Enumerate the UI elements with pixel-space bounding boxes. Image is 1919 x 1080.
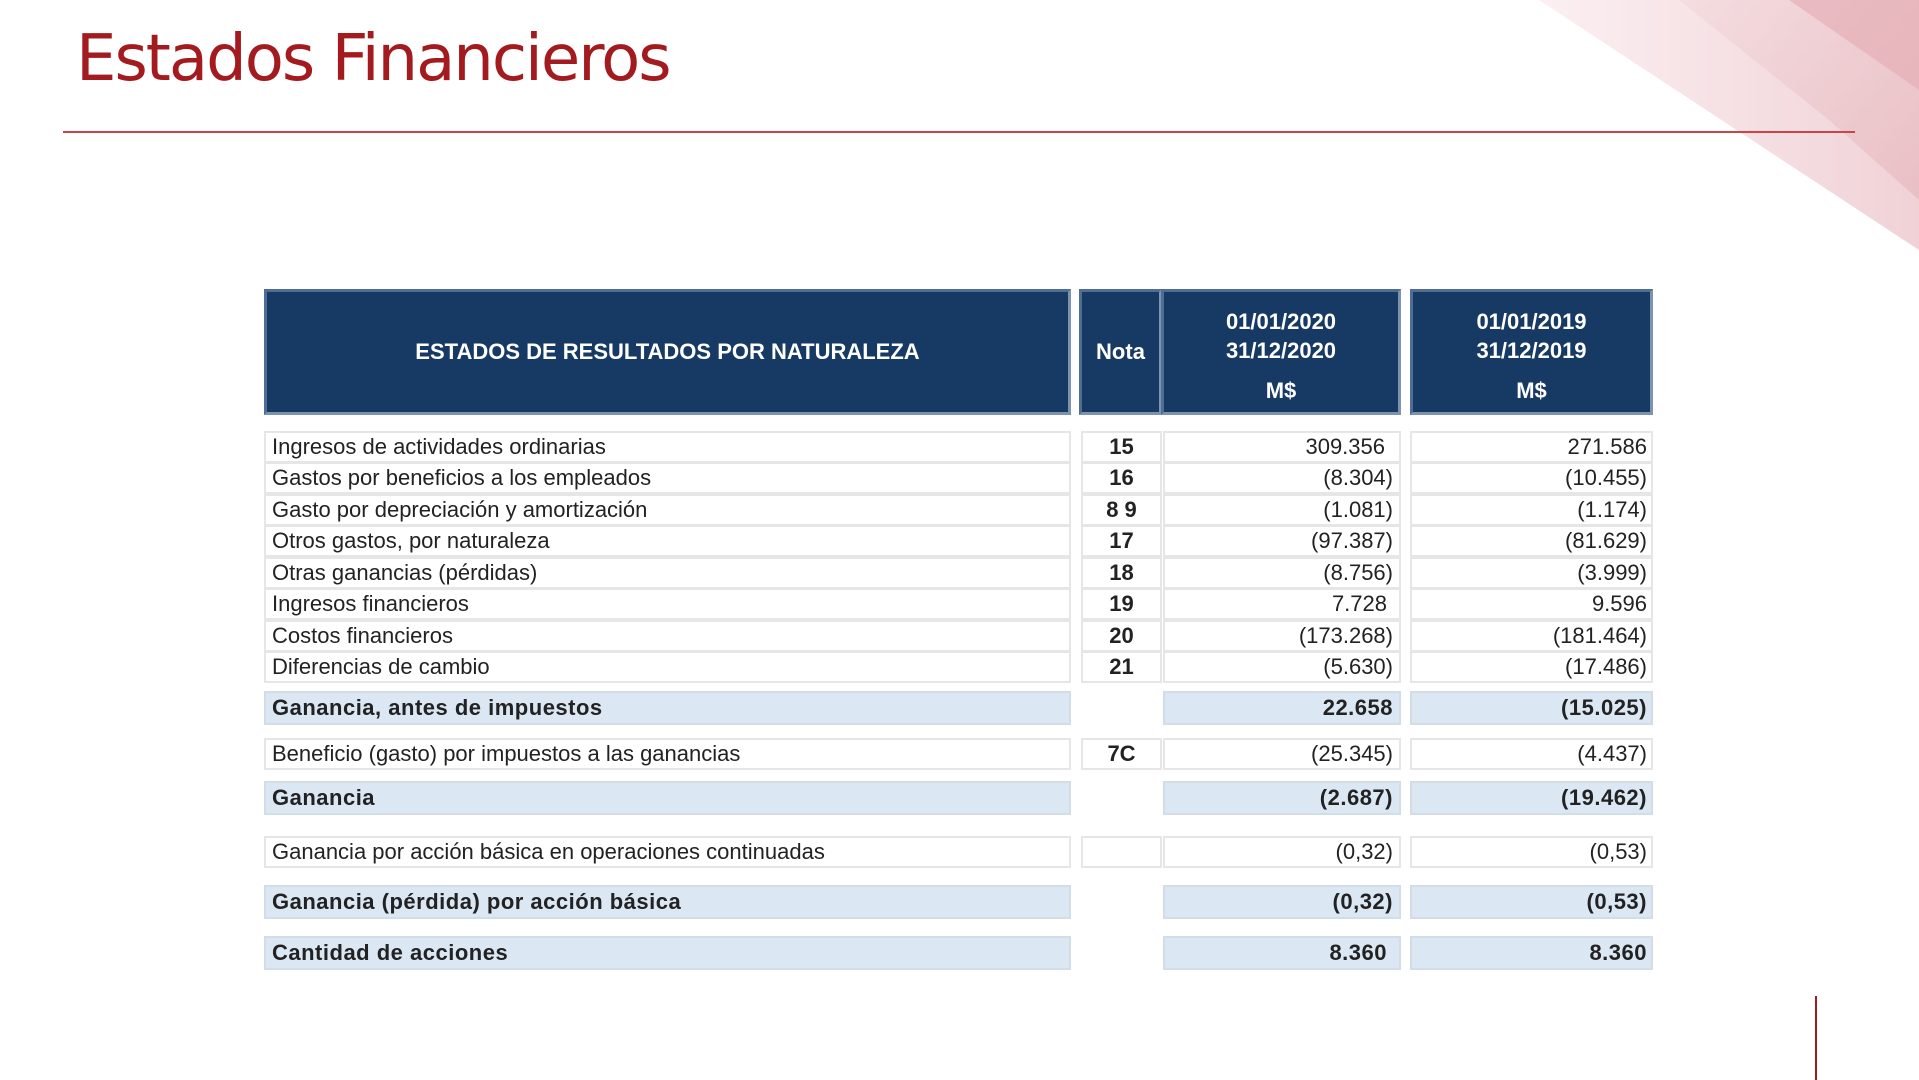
row-value-2019: (81.629) — [1410, 525, 1653, 557]
row-value-2019: (10.455) — [1410, 462, 1653, 494]
row-label: Otros gastos, por naturaleza — [264, 525, 1071, 557]
header-label-text: ESTADOS DE RESULTADOS POR NATURALEZA — [415, 339, 920, 364]
row-value-2020: (5.630) — [1163, 651, 1401, 683]
row-value-2020: (97.387) — [1163, 525, 1401, 557]
header-2020-unit: M$ — [1265, 378, 1297, 403]
subtotal-value-2020: 22.658 — [1163, 691, 1401, 725]
header-nota — [1079, 289, 1162, 415]
row-label: Ingresos de actividades ordinarias — [264, 431, 1071, 463]
subtotal-value-2020: 8.360 — [1163, 936, 1401, 970]
subtotal-label: Ganancia, antes de impuestos — [264, 691, 1071, 725]
row-label: Gasto por depreciación y amortización — [264, 494, 1071, 526]
header-statement-label — [264, 289, 1071, 415]
row-label: Ganancia por acción básica en operaciones continuadas — [264, 836, 1071, 868]
row-label: Costos financieros — [264, 620, 1071, 652]
subtotal-label: Cantidad de acciones — [264, 936, 1071, 970]
subtotal-value-2019: (0,53) — [1410, 885, 1653, 919]
title-divider — [63, 131, 1855, 133]
row-nota — [1081, 836, 1162, 868]
header-2019-to: 31/12/2019 — [1476, 338, 1587, 363]
row-value-2020: (8.756) — [1163, 557, 1401, 589]
row-value-2020: (173.268) — [1163, 620, 1401, 652]
row-value-2019: (0,53) — [1410, 836, 1653, 868]
header-2020-from: 01/01/2020 — [1225, 309, 1337, 334]
row-nota: 17 — [1081, 525, 1162, 557]
row-value-2020: (8.304) — [1163, 462, 1401, 494]
header-2020-to: 31/12/2020 — [1225, 338, 1337, 363]
subtotal-label: Ganancia — [264, 781, 1071, 815]
row-nota: 19 — [1081, 588, 1162, 620]
corner-decoration — [1479, 0, 1919, 250]
row-value-2019: 271.586 — [1410, 431, 1653, 463]
row-nota: 8 9 — [1081, 494, 1162, 526]
row-value-2019: 9.596 — [1410, 588, 1653, 620]
header-period-2019 — [1410, 289, 1653, 415]
row-nota: 16 — [1081, 462, 1162, 494]
row-value-2019: (17.486) — [1410, 651, 1653, 683]
subtotal-value-2019: (15.025) — [1410, 691, 1653, 725]
row-value-2020: (25.345) — [1163, 738, 1401, 770]
header-nota-text: Nota — [1096, 339, 1145, 364]
row-nota: 20 — [1081, 620, 1162, 652]
row-label: Gastos por beneficios a los empleados — [264, 462, 1071, 494]
header-2019-from: 01/01/2019 — [1476, 309, 1587, 334]
row-label: Ingresos financieros — [264, 588, 1071, 620]
side-divider — [1815, 996, 1817, 1080]
header-2019-unit: M$ — [1516, 378, 1547, 403]
row-nota: 21 — [1081, 651, 1162, 683]
subtotal-value-2020: (2.687) — [1163, 781, 1401, 815]
row-nota: 7C — [1081, 738, 1162, 770]
row-label: Diferencias de cambio — [264, 651, 1071, 683]
row-label: Beneficio (gasto) por impuestos a las ganancias — [264, 738, 1071, 770]
subtotal-label: Ganancia (pérdida) por acción básica — [264, 885, 1071, 919]
subtotal-value-2019: (19.462) — [1410, 781, 1653, 815]
row-label: Otras ganancias (pérdidas) — [264, 557, 1071, 589]
row-value-2019: (3.999) — [1410, 557, 1653, 589]
row-nota: 15 — [1081, 431, 1162, 463]
row-value-2019: (4.437) — [1410, 738, 1653, 770]
row-nota: 18 — [1081, 557, 1162, 589]
row-value-2019: (181.464) — [1410, 620, 1653, 652]
header-period-2020 — [1161, 289, 1401, 415]
page-title: Estados Financieros — [76, 22, 670, 96]
row-value-2019: (1.174) — [1410, 494, 1653, 526]
row-value-2020: 7.728 — [1163, 588, 1401, 620]
row-value-2020: (0,32) — [1163, 836, 1401, 868]
subtotal-value-2020: (0,32) — [1163, 885, 1401, 919]
subtotal-value-2019: 8.360 — [1410, 936, 1653, 970]
row-value-2020: (1.081) — [1163, 494, 1401, 526]
row-value-2020: 309.356 — [1163, 431, 1401, 463]
